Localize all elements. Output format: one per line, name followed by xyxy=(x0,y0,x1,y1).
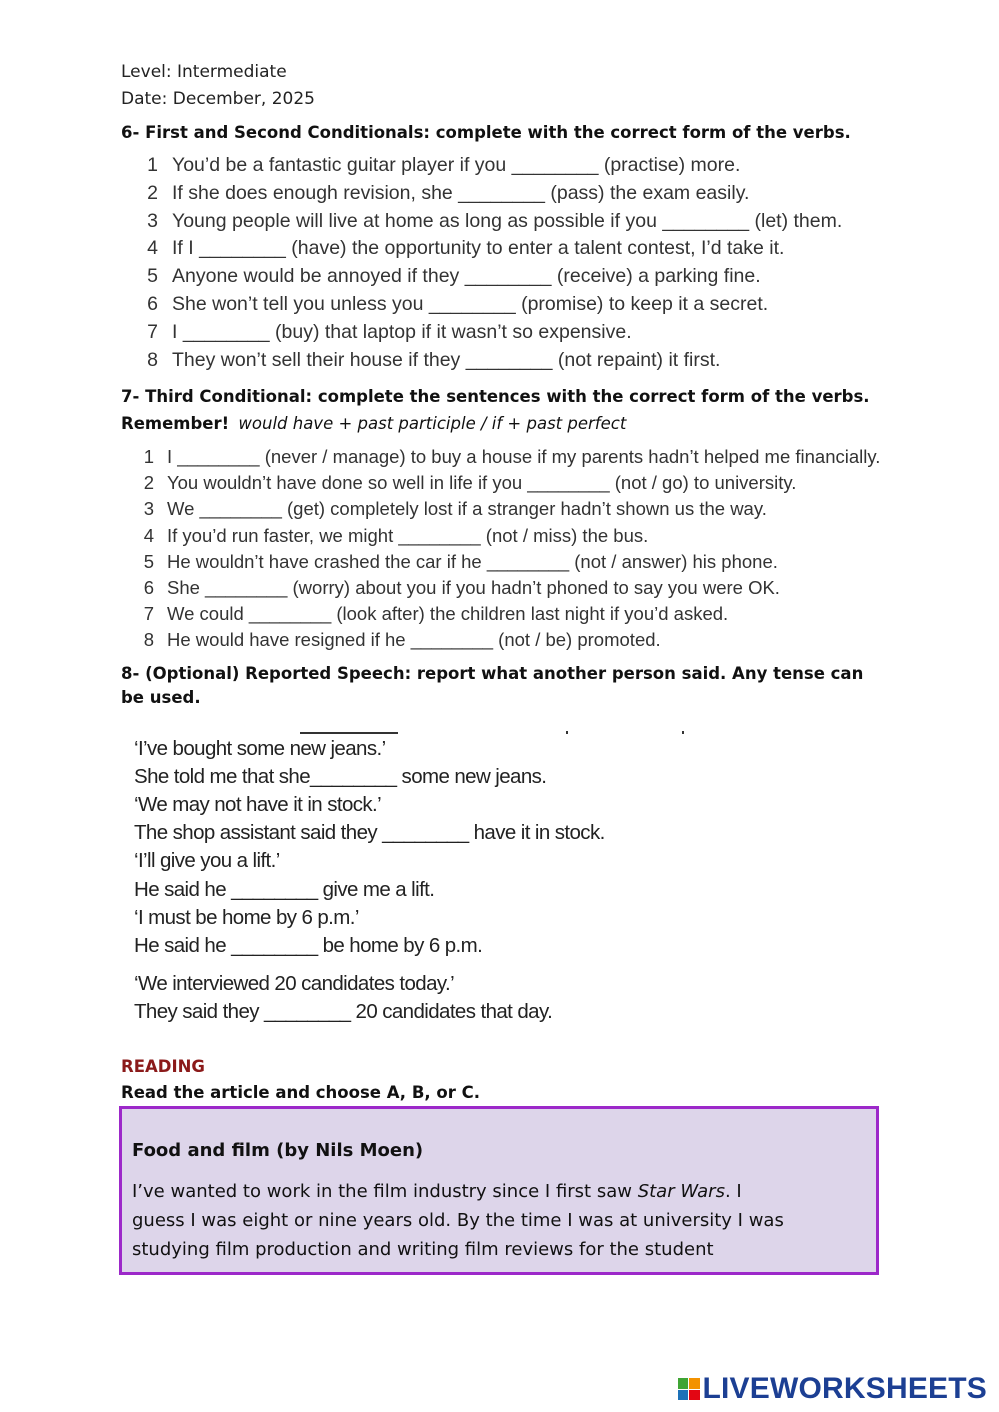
exercise-6-item xyxy=(147,154,741,177)
reading-instruction: Read the article and choose A, B, or C. xyxy=(121,1083,481,1102)
direct-speech-line: ‘I’ll give you a lift.’ xyxy=(134,849,280,873)
exercise-6-item-text: If I ________ (have) the opportunity to enter a talent contest, I’d take it. xyxy=(172,237,785,260)
exercise-7-item xyxy=(143,472,797,494)
direct-speech-line: ‘I’ve bought some new jeans.’ xyxy=(134,737,386,760)
logo-square xyxy=(678,1378,689,1389)
exercise-6-item-number: 4 xyxy=(147,237,158,260)
exercise-7-item-number: 5 xyxy=(143,550,154,572)
reported-speech-line: She told me that she________ some new jeans. xyxy=(134,765,547,789)
exercise-6-item-text: Young people will live at home as long as possible if you ________ (let) them. xyxy=(172,209,843,232)
exercise-6-item-number: 7 xyxy=(147,320,158,343)
logo-text: LIVEWORKSHEETS xyxy=(702,1372,987,1405)
reported-speech-line: He said he ________ be home by 6 p.m. xyxy=(134,933,483,957)
exercise-7-item xyxy=(143,550,778,573)
exercise-7-item-text: I ________ (never / manage) to buy a house if my parents hadn’t helped me financially. xyxy=(167,446,881,467)
exercise-7-item-text: We could ________ (look after) the children last night if you’d asked. xyxy=(167,603,729,625)
logo-square xyxy=(689,1390,700,1401)
exercise-6-item-number: 5 xyxy=(147,265,158,288)
direct-speech-line: ‘We interviewed 20 candidates today.’ xyxy=(134,971,455,995)
article-line-3: studying film production and writing film reviews for the student xyxy=(132,1239,714,1260)
exercise-6-item-number: 1 xyxy=(147,154,158,176)
remember-formula: would have + past participle / if + past perfect xyxy=(238,414,627,433)
exercise-6-item-number: 8 xyxy=(147,348,158,371)
exercise-7-item-text: You wouldn’t have done so well in life if you ________ (not / go) to university. xyxy=(167,472,797,494)
article-text xyxy=(132,1177,867,1264)
reported-speech-line: He said he ________ give me a lift. xyxy=(134,877,435,901)
direct-speech-line: ‘I must be home by 6 p.m.’ xyxy=(134,905,359,929)
exercise-7-item-number: 4 xyxy=(143,524,154,546)
exercise-7-item xyxy=(143,577,780,599)
exercise-6-item-text: Anyone would be annoyed if they ________ (receive) a parking fine. xyxy=(172,265,761,288)
reported-speech-line: The shop assistant said they ________ have it in stock. xyxy=(134,821,605,845)
exercise-6-item xyxy=(147,265,761,288)
article-title: Food and film (by Nils Moen) xyxy=(132,1140,424,1161)
cropped-mark xyxy=(682,731,684,734)
logo-square xyxy=(689,1378,700,1389)
exercise-6-item xyxy=(147,237,785,260)
reported-speech-line: They said they ________ 20 candidates that day. xyxy=(134,999,553,1023)
exercise-6-item xyxy=(147,348,721,372)
exercise-6-item-text: If she does enough revision, she ________ (pass) the exam easily. xyxy=(172,181,750,204)
liveworksheets-logo[interactable] xyxy=(678,1372,988,1406)
exercise-7-item-number: 8 xyxy=(143,629,154,651)
exercise-6-item-text: She won’t tell you unless you ________ (promise) to keep it a secret. xyxy=(172,293,769,315)
exercise-7-item-text: If you’d run faster, we might ________ (not / miss) the bus. xyxy=(167,524,649,546)
level-label: Level: Intermediate xyxy=(121,62,287,82)
remember-label: Remember! xyxy=(121,414,230,433)
logo-mark-icon xyxy=(678,1378,700,1400)
exercise-7-item-number: 7 xyxy=(143,603,154,625)
exercise-6-item-number: 2 xyxy=(147,181,158,204)
article-line-2: guess I was eight or nine years old. By the time I was at university I was xyxy=(132,1210,784,1231)
exercise-6-item-number: 6 xyxy=(147,293,158,315)
article-line-1 xyxy=(132,1177,867,1206)
exercise-6-heading: 6- First and Second Conditionals: complete with the correct form of the verbs. xyxy=(121,123,851,142)
direct-speech-line: ‘We may not have it in stock.’ xyxy=(134,793,382,817)
exercise-7-item-number: 3 xyxy=(143,498,154,520)
exercise-6-item xyxy=(147,209,843,233)
exercise-7-item-number: 6 xyxy=(143,577,154,598)
exercise-6-item-text: They won’t sell their house if they ________ (not repaint) it first. xyxy=(172,348,721,371)
exercise-7-item xyxy=(143,524,649,547)
article-line-1-end: . I xyxy=(724,1181,742,1202)
reading-label: READING xyxy=(121,1057,205,1076)
exercise-6-item xyxy=(147,181,750,205)
exercise-7-item xyxy=(143,603,729,625)
film-title: Star Wars xyxy=(637,1181,725,1202)
exercise-8-heading-line2: be used. xyxy=(121,688,201,707)
exercise-6-item-number: 3 xyxy=(147,209,158,232)
article-line-1-start: I’ve wanted to work in the film industry since I first saw xyxy=(132,1181,638,1202)
exercise-7-item xyxy=(143,498,767,520)
cropped-mark xyxy=(566,731,568,734)
exercise-6-item xyxy=(147,293,769,316)
article-box xyxy=(119,1106,879,1275)
exercise-6-item xyxy=(147,320,632,344)
exercise-7-item-text: She ________ (worry) about you if you hadn’t phoned to say you were OK. xyxy=(167,577,780,598)
exercise-7-item-number: 1 xyxy=(143,446,154,467)
exercise-7-item xyxy=(143,629,661,651)
cropped-blank-line xyxy=(300,732,398,734)
exercise-7-heading: 7- Third Conditional: complete the sentences with the correct form of the verbs. xyxy=(121,387,870,406)
exercise-7-item-text: He wouldn’t have crashed the car if he ________ (not / answer) his phone. xyxy=(167,550,778,572)
exercise-6-item-text: You’d be a fantastic guitar player if you ________ (practise) more. xyxy=(172,154,741,176)
exercise-7-item-number: 2 xyxy=(143,472,154,494)
date-label: Date: December, 2025 xyxy=(121,89,315,109)
exercise-6-item-text: I ________ (buy) that laptop if it wasn’t so expensive. xyxy=(172,320,632,343)
exercise-7-item xyxy=(143,446,881,468)
exercise-8-heading-line1: 8- (Optional) Reported Speech: report what another person said. Any tense can xyxy=(121,664,864,683)
exercise-7-item-text: He would have resigned if he ________ (not / be) promoted. xyxy=(167,629,661,651)
exercise-7-remember xyxy=(121,414,626,433)
logo-square xyxy=(678,1390,689,1401)
exercise-7-item-text: We ________ (get) completely lost if a stranger hadn’t shown us the way. xyxy=(167,498,767,520)
